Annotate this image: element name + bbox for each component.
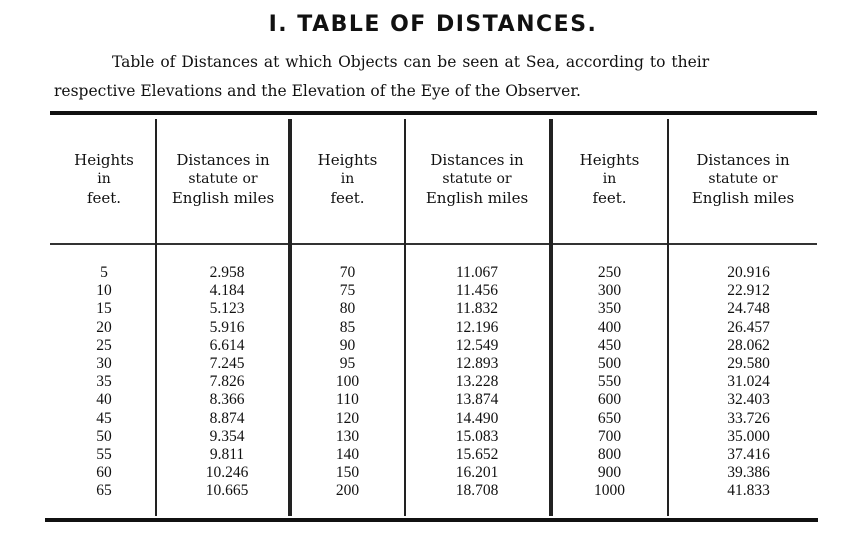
table-cell: 9.811 — [209, 445, 245, 463]
table-cell: 41.833 — [727, 482, 770, 500]
table-cell: 600 — [597, 391, 622, 409]
table-cell: 85 — [339, 318, 356, 336]
column-divider-4 — [549, 119, 553, 516]
table-cell: 700 — [597, 427, 622, 445]
table-cell: 10.665 — [205, 482, 249, 500]
table-cell: 11.456 — [455, 282, 499, 300]
header-divider-rule — [50, 243, 817, 245]
table-cell: 7.245 — [209, 354, 245, 372]
header-line: Distances in — [430, 151, 524, 169]
table-cell: 39.386 — [727, 464, 770, 482]
table-cell: 15.083 — [455, 427, 499, 445]
table-cell: 5.123 — [209, 300, 245, 318]
column-header-distances-1 — [158, 151, 288, 208]
header-line: Heights — [74, 151, 134, 169]
column-header-distances-2 — [406, 151, 548, 208]
header-line: Distances in — [696, 151, 790, 169]
column-distances-2 — [406, 264, 548, 500]
table-cell: 11.832 — [455, 300, 499, 318]
header-line: statute or — [708, 171, 778, 187]
table-cell: 33.726 — [727, 409, 770, 427]
table-cell: 24.748 — [727, 300, 770, 318]
column-divider-1 — [155, 119, 157, 516]
table-cell: 15.652 — [455, 445, 499, 463]
header-line: Heights — [317, 151, 378, 169]
table-cell: 650 — [597, 409, 622, 427]
table-cell: 140 — [335, 445, 360, 463]
table-cell: 13.228 — [455, 373, 499, 391]
table-cell: 12.893 — [455, 354, 499, 372]
table-cell: 29.580 — [727, 354, 770, 372]
table-cell: 400 — [597, 318, 622, 336]
table-cell: 4.184 — [209, 282, 245, 300]
column-distances-1 — [166, 264, 288, 500]
table-cell: 1000 — [594, 482, 625, 500]
header-line: English miles — [425, 189, 529, 207]
table-cell: 22.912 — [727, 282, 770, 300]
table-cell: 200 — [335, 482, 360, 500]
table-cell: 5.916 — [209, 318, 245, 336]
table-cell: 10.246 — [205, 464, 249, 482]
header-line: statute or — [188, 171, 258, 187]
table-cell: 80 — [339, 300, 356, 318]
column-heights-3 — [553, 264, 666, 500]
table-cell: 7.826 — [209, 373, 245, 391]
table-cell: 12.549 — [455, 336, 499, 354]
column-heights-1 — [54, 264, 154, 500]
table-cell: 100 — [335, 373, 360, 391]
table-cell: 450 — [597, 336, 622, 354]
table-cell: 35.000 — [727, 427, 770, 445]
table-cell: 550 — [597, 373, 622, 391]
header-line: in — [97, 171, 111, 187]
table-cell: 26.457 — [727, 318, 770, 336]
table-cell: 5 — [100, 264, 108, 281]
column-header-distances-3 — [669, 151, 817, 208]
table-cell: 12.196 — [455, 318, 499, 336]
table-cell: 30 — [96, 354, 112, 372]
table-cell: 8.874 — [209, 409, 245, 427]
column-heights-2 — [292, 264, 403, 500]
table-top-rule — [50, 111, 817, 115]
table-cell: 13.874 — [455, 391, 499, 409]
header-line: feet. — [86, 189, 122, 207]
table-cell: 70 — [339, 264, 356, 281]
table-cell: 20 — [96, 318, 112, 336]
table-cell: 9.354 — [209, 427, 245, 445]
table-cell: 20.916 — [727, 264, 770, 281]
table-cell: 35 — [96, 373, 112, 391]
table-cell: 75 — [339, 282, 356, 300]
table-cell: 28.062 — [727, 336, 770, 354]
table-cell: 900 — [597, 464, 622, 482]
intro-line-1: Table of Distances at which Objects can be seen at Sea, according to their — [112, 53, 710, 71]
header-line: in — [602, 171, 617, 187]
header-line: feet. — [330, 189, 365, 207]
column-header-heights-3 — [553, 151, 666, 208]
column-header-heights-2 — [292, 151, 403, 208]
header-line: Distances in — [176, 151, 270, 169]
table-cell: 45 — [96, 409, 112, 427]
table-cell: 500 — [597, 354, 622, 372]
table-cell: 90 — [339, 336, 356, 354]
table-cell: 32.403 — [727, 391, 770, 409]
table-cell: 800 — [597, 445, 622, 463]
table-cell: 130 — [335, 427, 360, 445]
table-cell: 50 — [96, 427, 112, 445]
header-line: English miles — [171, 189, 275, 207]
header-line: in — [340, 171, 355, 187]
header-line: English miles — [691, 189, 795, 207]
header-line: feet. — [592, 189, 627, 207]
table-cell: 14.490 — [455, 409, 499, 427]
table-cell: 150 — [335, 464, 360, 482]
table-cell: 18.708 — [455, 482, 499, 500]
table-cell: 16.201 — [455, 464, 499, 482]
table-cell: 110 — [336, 391, 359, 409]
column-divider-2 — [288, 119, 292, 516]
table-cell: 350 — [597, 300, 622, 318]
intro-line-2: respective Elevations and the Elevation of the Eye of the Observer. — [54, 82, 581, 100]
table-cell: 40 — [96, 391, 112, 409]
table-cell: 2.958 — [209, 264, 245, 281]
table-cell: 11.067 — [455, 264, 499, 281]
header-line: statute or — [442, 171, 512, 187]
table-cell: 300 — [597, 282, 622, 300]
table-cell: 120 — [335, 409, 360, 427]
table-bottom-rule — [45, 518, 818, 522]
header-line: Heights — [579, 151, 640, 169]
table-cell: 250 — [597, 264, 622, 281]
table-cell: 10 — [96, 282, 112, 300]
table-cell: 6.614 — [209, 336, 245, 354]
page-title: I. TABLE OF DISTANCES. — [268, 12, 598, 37]
table-cell: 55 — [96, 445, 112, 463]
table-cell: 37.416 — [727, 445, 770, 463]
table-cell: 25 — [96, 336, 112, 354]
table-cell: 8.366 — [209, 391, 245, 409]
table-cell: 15 — [96, 300, 112, 318]
column-header-heights-1 — [54, 151, 154, 208]
table-cell: 95 — [339, 354, 356, 372]
table-cell: 31.024 — [727, 373, 770, 391]
table-cell: 65 — [96, 482, 112, 500]
table-cell: 60 — [96, 464, 112, 482]
column-distances-3 — [680, 264, 817, 500]
